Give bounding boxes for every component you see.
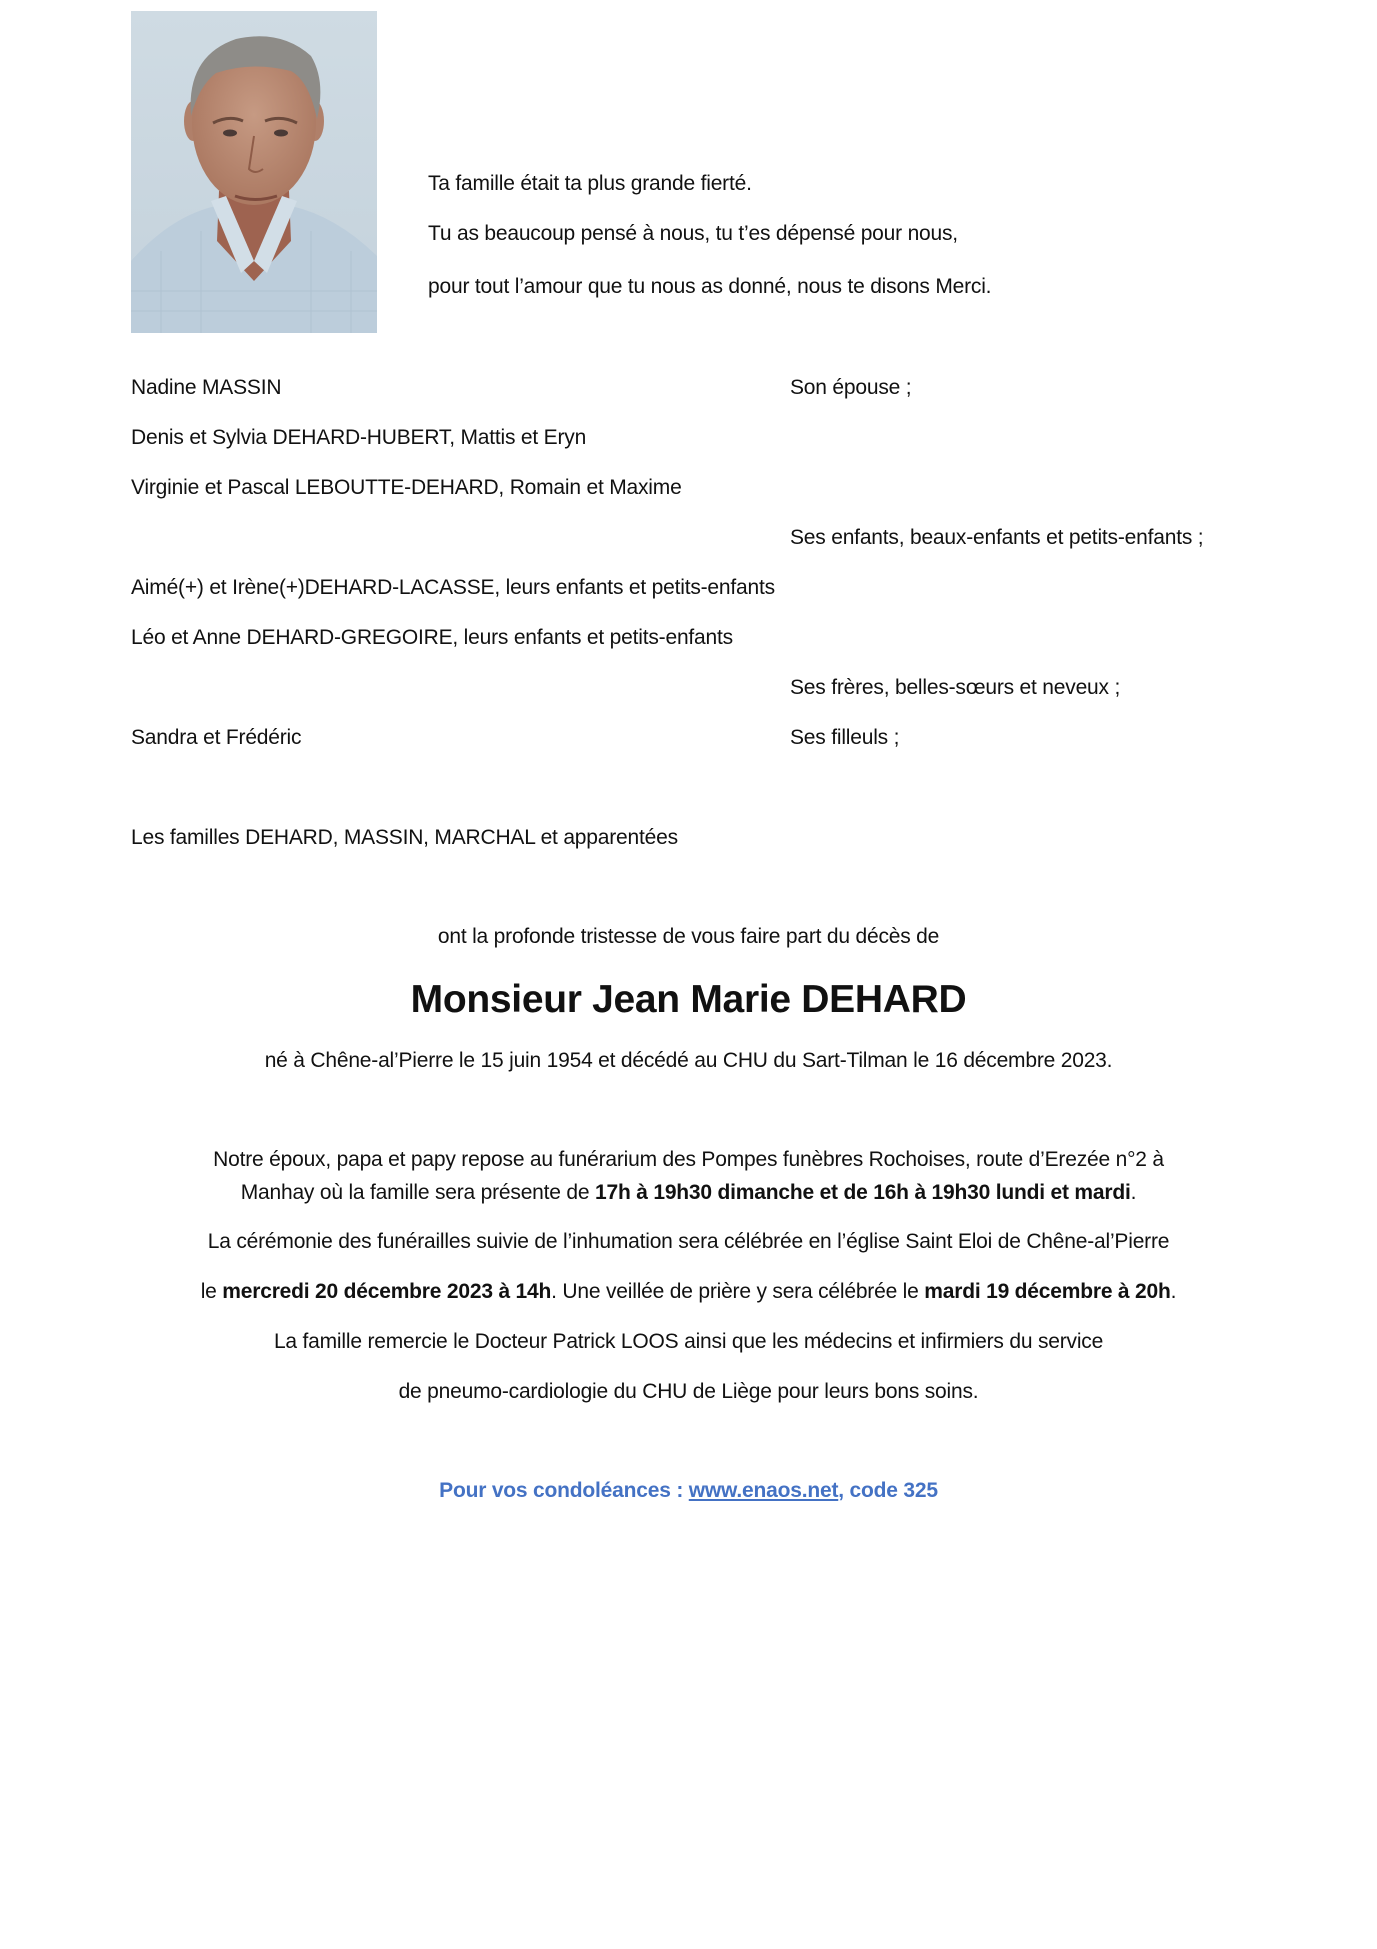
child-family: Denis et Sylvia DEHARD-HUBERT, Mattis et Eryn xyxy=(131,426,587,449)
poem-line: Tu as beaucoup pensé à nous, tu t’es dépensé pour nous, xyxy=(428,222,958,245)
spouse-role: Son épouse ; xyxy=(790,376,912,399)
vigil-date: mardi 19 décembre à 20h xyxy=(924,1280,1171,1303)
ceremony-line-1: La cérémonie des funérailles suivie de l’inhumation sera célébrée en l’église Saint Eloi de Chêne-al’Pierre xyxy=(207,1230,1170,1253)
poem-line: Ta famille était ta plus grande fierté. xyxy=(428,172,752,195)
godchildren-name: Sandra et Frédéric xyxy=(131,726,302,749)
ceremony-line-2 xyxy=(0,1279,1377,1305)
ceremony-line-2-end: . xyxy=(1170,1280,1177,1303)
condolences-line xyxy=(0,1478,1377,1504)
portrait-photo xyxy=(131,11,377,333)
visiting-hours: 17h à 19h30 dimanche et de 16h à 19h30 lundi et mardi xyxy=(595,1181,1131,1204)
ceremony-line-2-mid: . Une veillée de prière y sera célébrée le xyxy=(551,1280,925,1303)
sibling-family: Léo et Anne DEHARD-GREGOIRE, leurs enfants et petits-enfants xyxy=(131,626,733,649)
condolences-code: , code 325 xyxy=(838,1479,938,1502)
thanks-line-2: de pneumo-cardiologie du CHU de Liège pour leurs bons soins. xyxy=(398,1380,979,1403)
families-line: Les familles DEHARD, MASSIN, MARCHAL et apparentées xyxy=(131,826,678,849)
condolences-link[interactable]: www.enaos.net xyxy=(688,1479,839,1502)
rest-line-1: Notre époux, papa et papy repose au funérarium des Pompes funèbres Rochoises, route d’Erezée n°2 à xyxy=(213,1148,1164,1171)
portrait-icon xyxy=(131,11,377,333)
announcement-intro: ont la profonde tristesse de vous faire part du décès de xyxy=(437,925,940,948)
spouse-name: Nadine MASSIN xyxy=(131,376,282,399)
child-family: Virginie et Pascal LEBOUTTE-DEHARD, Romain et Maxime xyxy=(131,476,682,499)
ceremony-line-2-text: le xyxy=(200,1280,223,1303)
rest-line-2-end: . xyxy=(1130,1181,1137,1204)
rest-line-2 xyxy=(0,1180,1377,1206)
sibling-family: Aimé(+) et Irène(+)DEHARD-LACASSE, leurs enfants et petits-enfants xyxy=(131,576,775,599)
siblings-role: Ses frères, belles-sœurs et neveux ; xyxy=(790,676,1121,699)
thanks-line-1: La famille remercie le Docteur Patrick LOOS ainsi que les médecins et infirmiers du service xyxy=(273,1330,1104,1353)
poem-line: pour tout l’amour que tu nous as donné, nous te disons Merci. xyxy=(428,275,992,298)
children-role: Ses enfants, beaux-enfants et petits-enfants ; xyxy=(790,526,1204,549)
condolences-prefix: Pour vos condoléances : xyxy=(439,1479,689,1502)
funeral-date: mercredi 20 décembre 2023 à 14h xyxy=(222,1280,552,1303)
godchildren-role: Ses filleuls ; xyxy=(790,726,900,749)
rest-line-2-text: Manhay où la famille sera présente de xyxy=(240,1181,595,1204)
deceased-name: Monsieur Jean Marie DEHARD xyxy=(410,978,967,1021)
birth-death-line: né à Chêne-al’Pierre le 15 juin 1954 et décédé au CHU du Sart-Tilman le 16 décembre 2023. xyxy=(264,1049,1113,1072)
